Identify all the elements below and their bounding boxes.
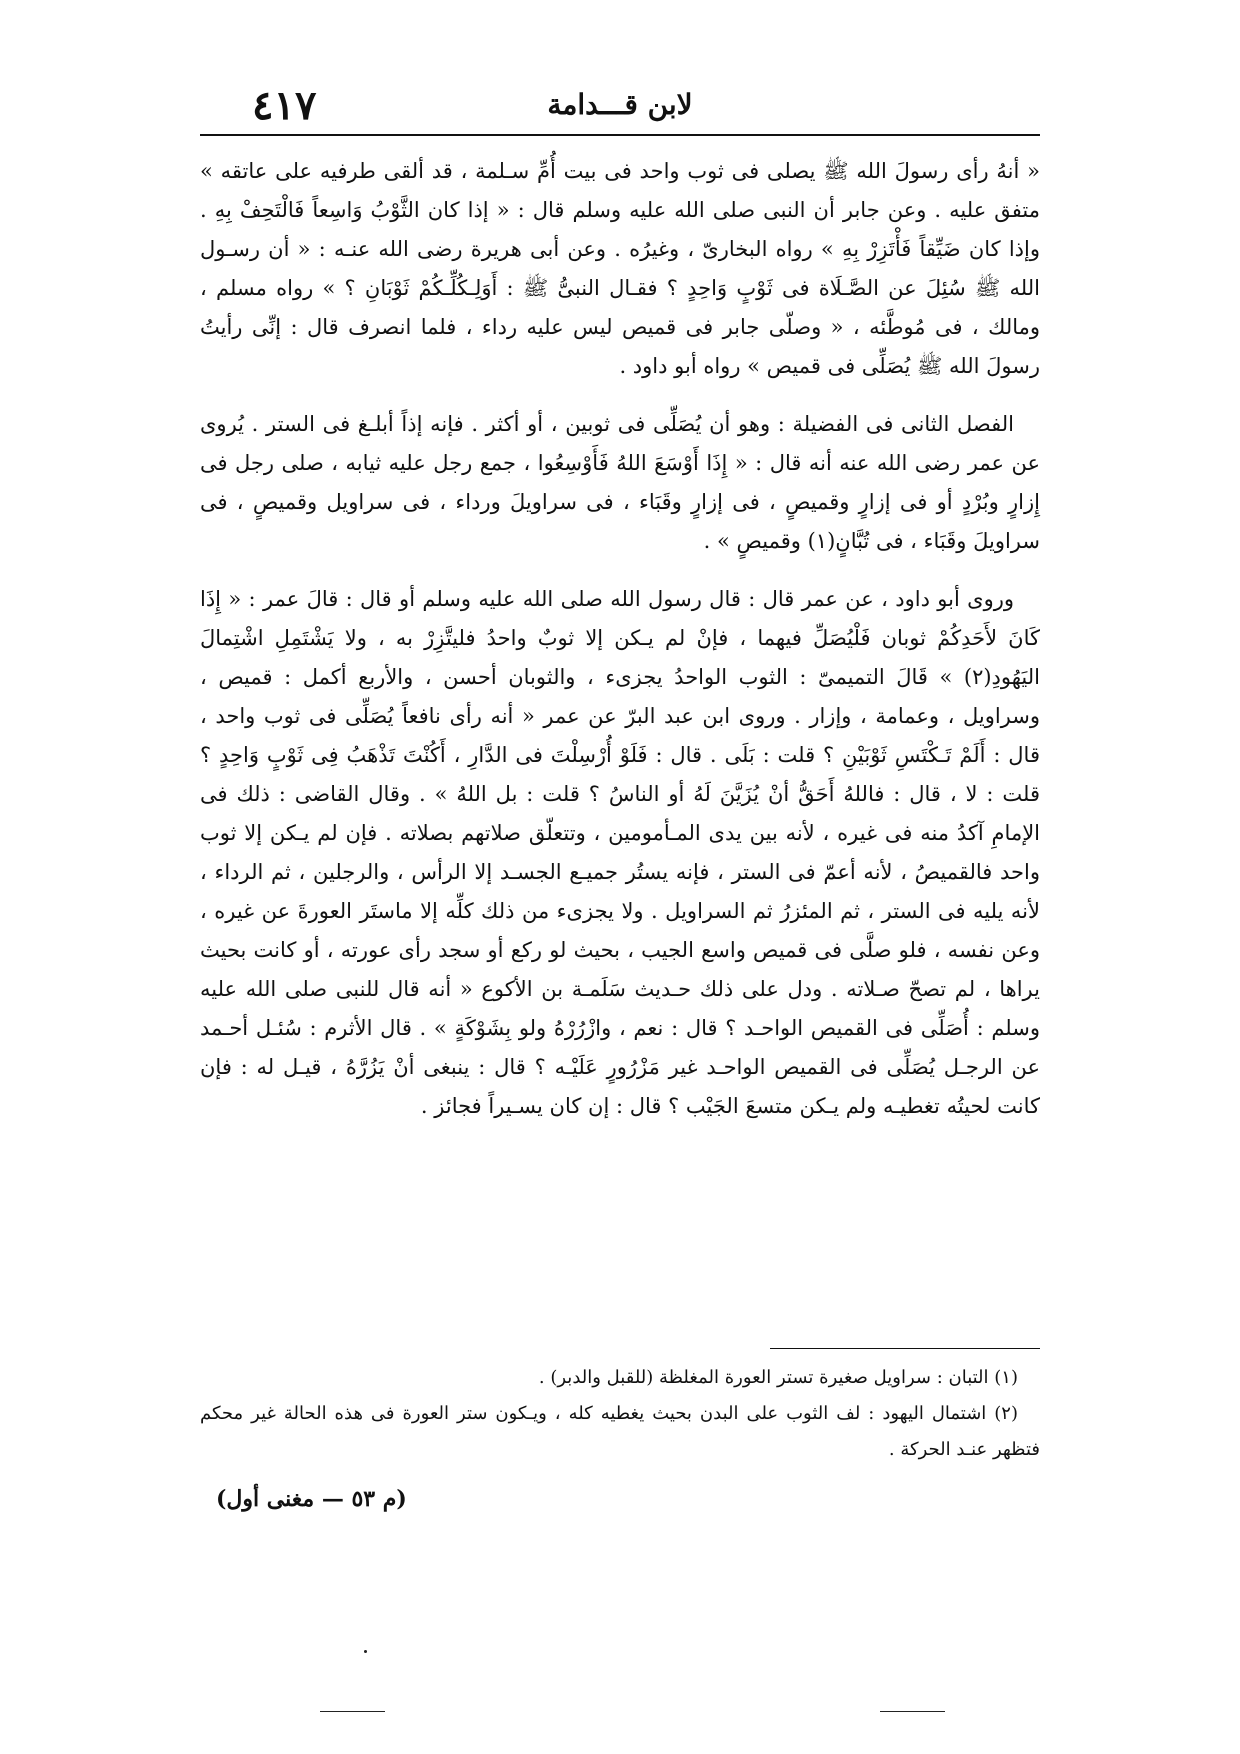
footnote-1: (١) التبان : سراويل صغيرة تستر العورة المغلظة (للقبل والدبر) . (538, 1367, 1018, 1388)
page-speck (364, 1650, 367, 1653)
paragraph-2: الفصل الثانى فى الفضيلة : وهو أن يُصَلِّى فى ثوبين ، أو أكثر . فإنه إذاً أبلـغ فى الستر . يُروى عن عمر رضى الله عنه أنه قال : « إِذَا أَوْسَعَ اللهُ فَأَوْسِعُوا ، جمع رجل عليه ثيابه ، صلى رجل فى إِزارٍ وبُرْدٍ أو فى إزارٍ وقميصٍ ، فى إزارٍ وقَبَاء ، فى سراويلَ ورداء ، فى سراويل وقميصٍ ، فى سراويلَ وقَبَاء ، فى تُبَّانٍ(١) وقميصٍ » . (200, 412, 1040, 553)
footnote-separator (770, 1348, 1040, 1349)
main-text (200, 152, 1040, 1145)
bottom-rule-right (880, 1711, 945, 1712)
footnotes (200, 1360, 1040, 1468)
page-number: ٤١٧ (252, 82, 317, 129)
paragraph-3: وروى أبو داود ، عن عمر قال : قال رسول الله صلى الله عليه وسلم أو قال : قالَ عمر : « إِذَا كَانَ لأَحَدِكُمْ ثوبان فَلْيُصَلِّ فيهما ، فإنْ لم يـكن إلا ثوبٌ واحدُ فليتَّزِرْ به ، ولا يَشْتَمِلِ اشْتِمالَ اليَهُودِ(٢) » قَالَ التميمىّ : الثوب الواحدُ يجزىء ، والثوبان أحسن ، والأربع أكمل : قميص ، وسراويل ، وعمامة ، وإزار . وروى ابن عبد البرّ عن عمر « أنه رأى نافعاً يُصَلِّى فى ثوب واحد ، قال : أَلَمْ تَـكْتَسِ ثَوْبَيْنِ ؟ قلت : بَلَى . قال : فَلَوْ أُرْسِلْتَ فى الدَّارِ ، أَكُنْتَ تَذْهَبُ فِى ثَوْبٍ وَاحِدٍ ؟ قلت : لا ، قال : فاللهُ أَحَقُّ أنْ يُزَيَّنَ لَهُ أو الناسُ ؟ قلت : بل اللهُ » . وقال القاضى : ذلك فى الإمامِ آكدُ منه فى غيره ، لأنه بين يدى المـأمومين ، وتتعلّق صلاتهم بصلاته . فإن لم يـكن إلا ثوب واحد فالقميصُ ، لأنه أعمّ فى الستر ، فإنه يستُر جميـع الجسـد إلا الرأس ، والرجلين ، ثم الرداء ، لأنه يليه فى الستر ، ثم المئزرُ ثم السراويل . ولا يجزىء من ذلك كلِّه إلا ماستَر العورةَ عن غيره ، وعن نفسه ، فلو صلَّى فى قميص واسع الجيب ، بحيث لو ركع أو سجد رأى عورته ، أو كانت بحيث يراها ، لم تصحّ صـلاته . ودل على ذلك حـديث سَلَمـة بن الأكوع « أنه قال للنبى صلى الله عليه وسلم : أُصَلِّى فى القميص الواحـد ؟ قال : نعم ، وازْرُرْهُ ولو بِشَوْكَةٍ » . قال الأثرم : سُئـل أحـمد عن الرجـل يُصَلِّى فى القميص الواحـد غير مَزْرُورٍ عَلَيْـه ؟ قال : ينبغى أنْ يَزُرَّهُ ، قيـل له : فإن كانت لحيتُه تغطيـه ولم يـكن متسعَ الجَيْب ؟ قال : إن كان يسـيراً فجائز . (200, 587, 1040, 1118)
footnote-2: (٢) اشتمال اليهود : لف الثوب على البدن بحيث يغطيه كله ، ويـكون ستر العورة فى هذه الحالة غير محكم فتظهر عنـد الحركة . (200, 1403, 1040, 1460)
bottom-rule-left (320, 1711, 385, 1712)
header-rule (200, 134, 1040, 136)
paragraph-1: « أنهُ رأى رسولَ الله ﷺ يصلى فى ثوب واحد فى بيت أُمِّ سـلمة ، قد ألقى طرفيه على عاتقه » متفق عليه . وعن جابر أن النبى صلى الله عليه وسلم قال : « إذا كان الثَّوْبُ وَاسِعاً فَالْتَحِفْ بِهِ . وإذا كان ضَيِّقاً فَأْتَزِرْ بِهِ » رواه البخارىّ ، وغيرُه . وعن أبى هريرة رضى الله عنـه : « أن رسـول الله ﷺ سُئِلَ عن الصَّـلَاة فى ثَوْبٍ وَاحِدٍ ؟ فقـال النبىُّ ﷺ : أَوَلِـكُلِّـكُمْ ثَوْبَانِ ؟ » رواه مسلم ، ومالك ، فى مُوطَّئه ، « وصلّى جابر فى قميص ليس عليه رداء ، فلما انصرف قال : إنِّى رأيتُ رسولَ الله ﷺ يُصَلِّى فى قميص » رواه أبو داود . (200, 159, 1040, 378)
signature-mark: (م ٥٣ — مغنى أول) (216, 1486, 407, 1512)
running-title: لابن قـــدامة (547, 88, 693, 121)
page-header (200, 82, 1040, 132)
